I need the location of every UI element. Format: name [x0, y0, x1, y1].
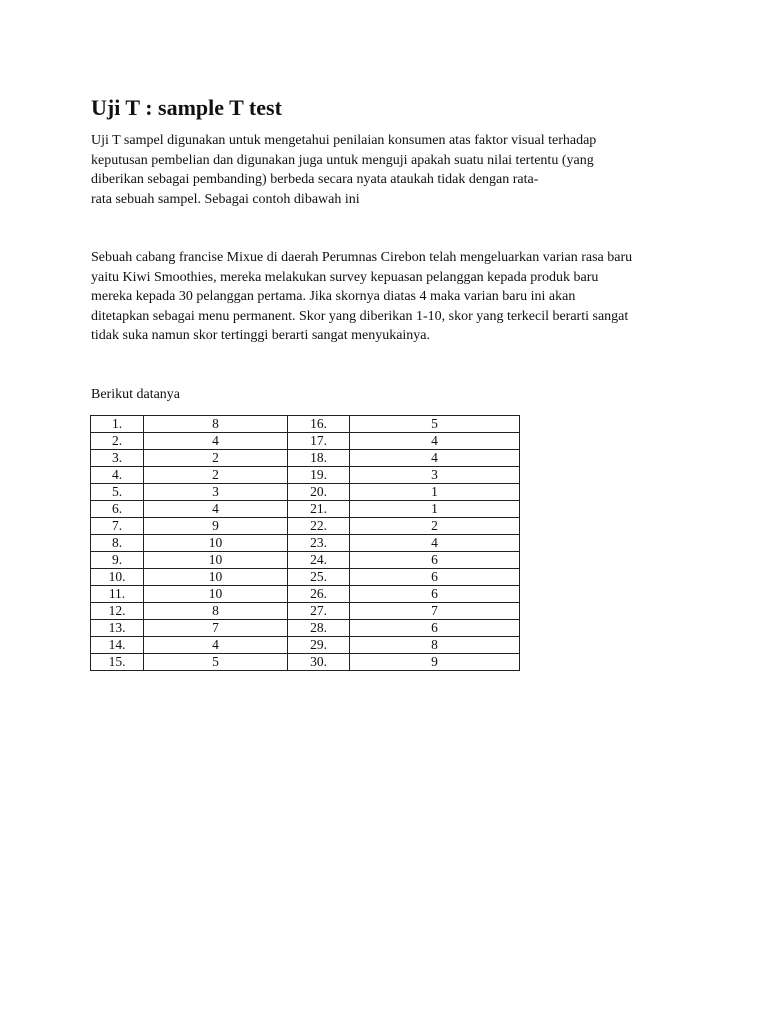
- score-cell: 4: [350, 433, 520, 450]
- score-cell: 10: [144, 552, 288, 569]
- table-row: [91, 484, 520, 501]
- row-number-cell: 9.: [91, 552, 144, 569]
- paragraph-line: mereka kepada 30 pelanggan pertama. Jika skornya diatas 4 maka varian baru ini akan: [91, 289, 576, 304]
- row-number-cell: 20.: [288, 484, 350, 501]
- paragraph-line: tidak suka namun skor tertinggi berarti sangat menyukainya.: [91, 328, 431, 343]
- score-cell: 9: [144, 518, 288, 535]
- score-cell: 6: [350, 586, 520, 603]
- row-number-cell: 15.: [91, 654, 144, 671]
- table-intro: Berikut datanya: [91, 387, 181, 402]
- score-cell: 4: [144, 433, 288, 450]
- row-number-cell: 28.: [288, 620, 350, 637]
- row-number-cell: 6.: [91, 501, 144, 518]
- row-number-cell: 8.: [91, 535, 144, 552]
- score-cell: 9: [350, 654, 520, 671]
- score-cell: 10: [144, 569, 288, 586]
- score-table-body: [91, 416, 520, 671]
- row-number-cell: 14.: [91, 637, 144, 654]
- table-row: [91, 603, 520, 620]
- score-cell: 5: [144, 654, 288, 671]
- score-cell: 10: [144, 535, 288, 552]
- score-cell: 10: [144, 586, 288, 603]
- score-cell: 5: [350, 416, 520, 433]
- row-number-cell: 10.: [91, 569, 144, 586]
- row-number-cell: 30.: [288, 654, 350, 671]
- row-number-cell: 24.: [288, 552, 350, 569]
- score-cell: 3: [350, 467, 520, 484]
- row-number-cell: 4.: [91, 467, 144, 484]
- table-row: [91, 518, 520, 535]
- score-cell: 7: [144, 620, 288, 637]
- row-number-cell: 3.: [91, 450, 144, 467]
- document-title: Uji T : sample T test: [91, 95, 282, 120]
- table-row: [91, 552, 520, 569]
- score-cell: 6: [350, 620, 520, 637]
- paragraph-intro: [91, 131, 596, 209]
- score-cell: 8: [350, 637, 520, 654]
- row-number-cell: 13.: [91, 620, 144, 637]
- row-number-cell: 2.: [91, 433, 144, 450]
- row-number-cell: 25.: [288, 569, 350, 586]
- score-cell: 4: [144, 501, 288, 518]
- score-cell: 2: [144, 450, 288, 467]
- row-number-cell: 23.: [288, 535, 350, 552]
- table-row: [91, 620, 520, 637]
- row-number-cell: 21.: [288, 501, 350, 518]
- table-row: [91, 450, 520, 467]
- score-cell: 6: [350, 552, 520, 569]
- score-cell: 2: [350, 518, 520, 535]
- paragraph-line: keputusan pembelian dan digunakan juga untuk menguji apakah suatu nilai tertentu (yang: [91, 152, 594, 168]
- table-row: [91, 637, 520, 654]
- paragraph-case: [91, 248, 632, 346]
- paragraph-line: yaitu Kiwi Smoothies, mereka melakukan survey kepuasan pelanggan kepada produk baru: [91, 269, 599, 285]
- row-number-cell: 11.: [91, 586, 144, 603]
- row-number-cell: 1.: [91, 416, 144, 433]
- table-row: [91, 654, 520, 671]
- table-row: [91, 433, 520, 450]
- score-cell: 8: [144, 416, 288, 433]
- row-number-cell: 18.: [288, 450, 350, 467]
- row-number-cell: 26.: [288, 586, 350, 603]
- score-cell: 7: [350, 603, 520, 620]
- table-row: [91, 586, 520, 603]
- row-number-cell: 5.: [91, 484, 144, 501]
- row-number-cell: 16.: [288, 416, 350, 433]
- table-row: [91, 569, 520, 586]
- table-row: [91, 501, 520, 518]
- table-row: [91, 535, 520, 552]
- score-cell: 8: [144, 603, 288, 620]
- paragraph-line: Uji T sampel digunakan untuk mengetahui penilaian konsumen atas faktor visual terhadap: [91, 133, 597, 148]
- score-cell: 4: [350, 535, 520, 552]
- score-cell: 1: [350, 501, 520, 518]
- row-number-cell: 27.: [288, 603, 350, 620]
- row-number-cell: 7.: [91, 518, 144, 535]
- score-table: [90, 415, 520, 671]
- paragraph-line: diberikan sebagai pembanding) berbeda secara nyata ataukah tidak dengan rata-: [91, 172, 539, 187]
- row-number-cell: 17.: [288, 433, 350, 450]
- row-number-cell: 19.: [288, 467, 350, 484]
- score-cell: 2: [144, 467, 288, 484]
- paragraph-line: ditetapkan sebagai menu permanent. Skor yang diberikan 1-10, skor yang terkecil berarti sangat: [91, 308, 629, 324]
- paragraph-line: Sebuah cabang francise Mixue di daerah Perumnas Cirebon telah mengeluarkan varian rasa baru: [91, 250, 633, 265]
- score-cell: 4: [350, 450, 520, 467]
- row-number-cell: 22.: [288, 518, 350, 535]
- table-row: [91, 416, 520, 433]
- score-cell: 6: [350, 569, 520, 586]
- score-cell: 3: [144, 484, 288, 501]
- score-cell: 1: [350, 484, 520, 501]
- score-cell: 4: [144, 637, 288, 654]
- row-number-cell: 29.: [288, 637, 350, 654]
- paragraph-line: rata sebuah sampel. Sebagai contoh dibawah ini: [91, 191, 360, 207]
- table-row: [91, 467, 520, 484]
- row-number-cell: 12.: [91, 603, 144, 620]
